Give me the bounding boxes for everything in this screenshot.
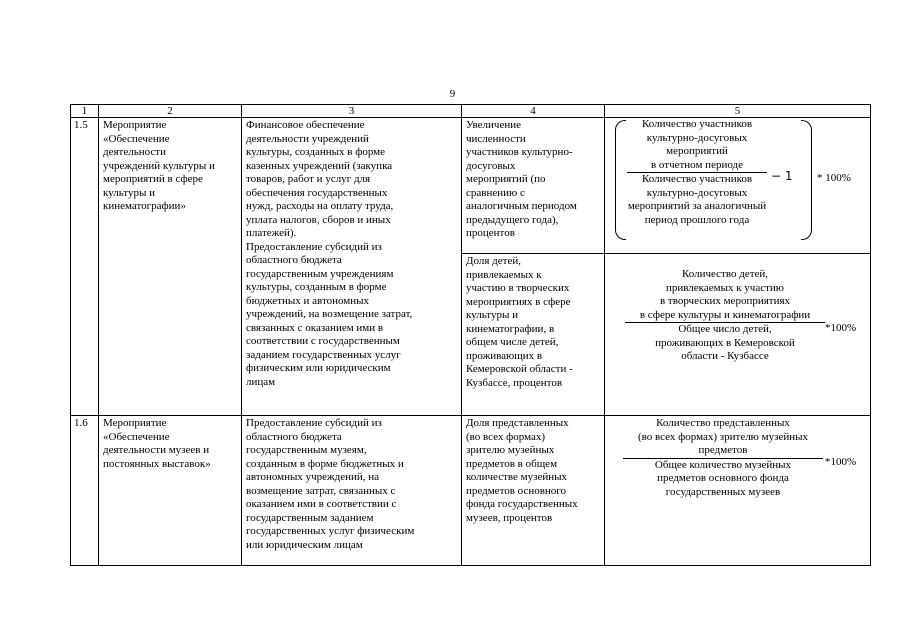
text-line: областного бюджета (246, 430, 342, 443)
text-line: участию в творческих (466, 282, 570, 294)
text-line: деятельности (103, 146, 166, 158)
header-col-2: 2 (99, 105, 242, 118)
text-line: аналогичным периодом (466, 200, 577, 212)
text-line: бюджетных и автономных (246, 294, 370, 307)
table-row (71, 118, 871, 416)
text-line: участников культурно- (466, 146, 573, 158)
text-line: численности (466, 132, 526, 145)
header-col-4: 4 (462, 105, 605, 118)
text-line: соответствии с государственным (246, 335, 400, 347)
text-line: предметов в общем (466, 457, 558, 470)
text-line: созданным в форме бюджетных и (246, 457, 404, 470)
text-line: зрителю музейных (466, 444, 555, 456)
text-line: в отчетном периоде (650, 158, 744, 171)
text-line: возмещение затрат, связанных с (246, 484, 396, 497)
text-line: культуры, созданным в форме (246, 281, 387, 293)
text-line: общем числе детей, (466, 336, 559, 348)
times-100-percent: *100% (825, 322, 857, 334)
text-line: (во всех формах) зрителю музейных (637, 430, 809, 443)
text-line: кинематографии, в (466, 322, 555, 335)
text-line: культурно-досуговых (646, 186, 748, 199)
text-line: Увеличение (466, 119, 522, 131)
text-line: Доля детей, (466, 255, 521, 267)
event-name (99, 416, 242, 566)
formula-children (605, 254, 870, 414)
formula-numerator (627, 118, 767, 172)
indicator-participants (462, 118, 604, 254)
text-line: Общее число детей, (678, 323, 772, 335)
text-line: культуры, созданных в форме (246, 146, 386, 158)
text-line: мероприятий (по (466, 173, 546, 185)
text-line: области - Кузбассе (681, 350, 769, 362)
formula-denominator (623, 459, 823, 500)
text-line: культурно-досуговых (646, 131, 748, 144)
text-line: фонда государственных (466, 498, 578, 510)
row-number: 1.5 (71, 118, 99, 416)
left-paren (615, 120, 626, 240)
text-line: казенных учреждений (закупка (246, 159, 393, 172)
text-line: уплата налогов, сборов и иных (246, 213, 391, 226)
text-line: «Обеспечение (103, 430, 170, 443)
text-line: Кемеровской области - (466, 363, 573, 375)
finance-description (242, 416, 462, 566)
text-line: проживающих в (466, 349, 543, 362)
text-line: предметов основного (466, 484, 567, 497)
text-line: проживающих в Кемеровской (655, 336, 795, 349)
times-100-percent: *100% (825, 456, 857, 468)
indicator-children-share (462, 254, 604, 391)
formula-museum (605, 416, 870, 516)
table-row (71, 416, 871, 566)
text-line: автономных учреждений, на (246, 471, 380, 483)
indicators-table (70, 104, 871, 566)
text-line: связанных с оказанием ими в (246, 321, 384, 334)
text-line: платежей). (246, 227, 297, 239)
text-line: деятельности учреждений (246, 132, 369, 145)
formula-numerator (625, 268, 825, 322)
text-line: физическим или юридическим (246, 362, 391, 374)
right-paren (801, 120, 812, 240)
text-line: предыдущего года), (466, 213, 559, 226)
text-line: государственных музеев (665, 485, 781, 498)
header-col-1: 1 (71, 105, 99, 118)
text-line: Мероприятие (103, 417, 167, 429)
text-line: предметов основного фонда (657, 472, 789, 484)
text-line: досуговых (466, 159, 516, 172)
minus-one: − 1 (771, 169, 793, 183)
page-number: 9 (449, 88, 456, 100)
event-name (99, 118, 242, 416)
text-line: мероприятиях в сфере (466, 295, 571, 308)
text-line: государственным заданием (246, 511, 374, 524)
text-line: оказанием ими в соответствии с (246, 498, 397, 510)
text-line: привлекаемых к (466, 268, 542, 281)
text-line: культуры и (466, 309, 518, 321)
row-number: 1.6 (71, 416, 99, 566)
text-paragraph (246, 119, 457, 241)
formula-cell (605, 416, 871, 566)
text-line: или юридическим лицам (246, 538, 363, 551)
text-line: сравнению с (466, 186, 525, 199)
text-line: мероприятий за аналогичный (627, 200, 767, 212)
indicator-museum-items (462, 416, 605, 566)
text-line: Кузбассе, процентов (466, 376, 563, 389)
text-line: привлекаемых к участию (665, 281, 785, 294)
text-line: деятельности музеев и (103, 444, 210, 456)
text-line: лицам (246, 375, 276, 388)
text-line: Финансовое обеспечение (246, 119, 365, 131)
formula-denominator (627, 173, 767, 227)
text-line: процентов (466, 227, 515, 239)
text-line: государственных услуг физическим (246, 525, 415, 537)
text-line: Количество участников (641, 173, 753, 185)
header-col-5: 5 (605, 105, 871, 118)
text-line: Общее количество музейных (654, 458, 792, 471)
text-line: Предоставление субсидий из (246, 240, 382, 253)
text-paragraph (246, 241, 457, 390)
text-line: Количество детей, (681, 268, 769, 280)
text-line: период прошлого года (644, 213, 750, 226)
text-line: обеспечения государственных (246, 186, 388, 199)
header-col-3: 3 (242, 105, 462, 118)
header-row (71, 105, 871, 118)
text-line: «Обеспечение (103, 132, 170, 145)
text-line: учреждений, на возмещение затрат, (246, 308, 413, 320)
text-line: Мероприятие (103, 119, 167, 131)
text-line: в творческих мероприятиях (659, 295, 791, 307)
text-line: количестве музейных (466, 471, 568, 483)
text-line: кинематографии» (103, 200, 186, 212)
formula-cell (605, 118, 871, 416)
text-line: государственным учреждениям (246, 267, 394, 280)
text-line: заданием государственных услуг (246, 348, 401, 361)
formula-numerator (623, 417, 823, 458)
text-line: Количество представленных (656, 417, 790, 429)
text-line: мероприятий (666, 145, 728, 157)
text-line: в сфере культуры и кинематографии (639, 308, 811, 321)
indicator-cell (462, 118, 605, 416)
text-line: областного бюджета (246, 254, 342, 266)
text-line: государственным музеям, (246, 444, 367, 456)
times-100-percent: * 100% (817, 172, 851, 184)
text-line: нужд, расходы на оплату труда, (246, 200, 394, 212)
text-line: предметов (698, 444, 748, 456)
formula-participants (605, 118, 870, 254)
text-line: учреждений культуры и (103, 159, 215, 172)
text-line: Количество участников (641, 118, 753, 130)
text-line: товаров, работ и услуг для (246, 173, 371, 185)
text-line: (во всех формах) (466, 430, 546, 443)
text-line: мероприятий в сфере (103, 173, 203, 185)
formula-denominator (625, 323, 825, 364)
text-line: Доля представленных (466, 417, 569, 429)
text-line: постоянных выставок» (103, 457, 211, 470)
text-line: музеев, процентов (466, 511, 553, 524)
text-line: Предоставление субсидий из (246, 417, 382, 429)
text-line: культуры и (103, 186, 155, 199)
finance-description (242, 118, 462, 416)
